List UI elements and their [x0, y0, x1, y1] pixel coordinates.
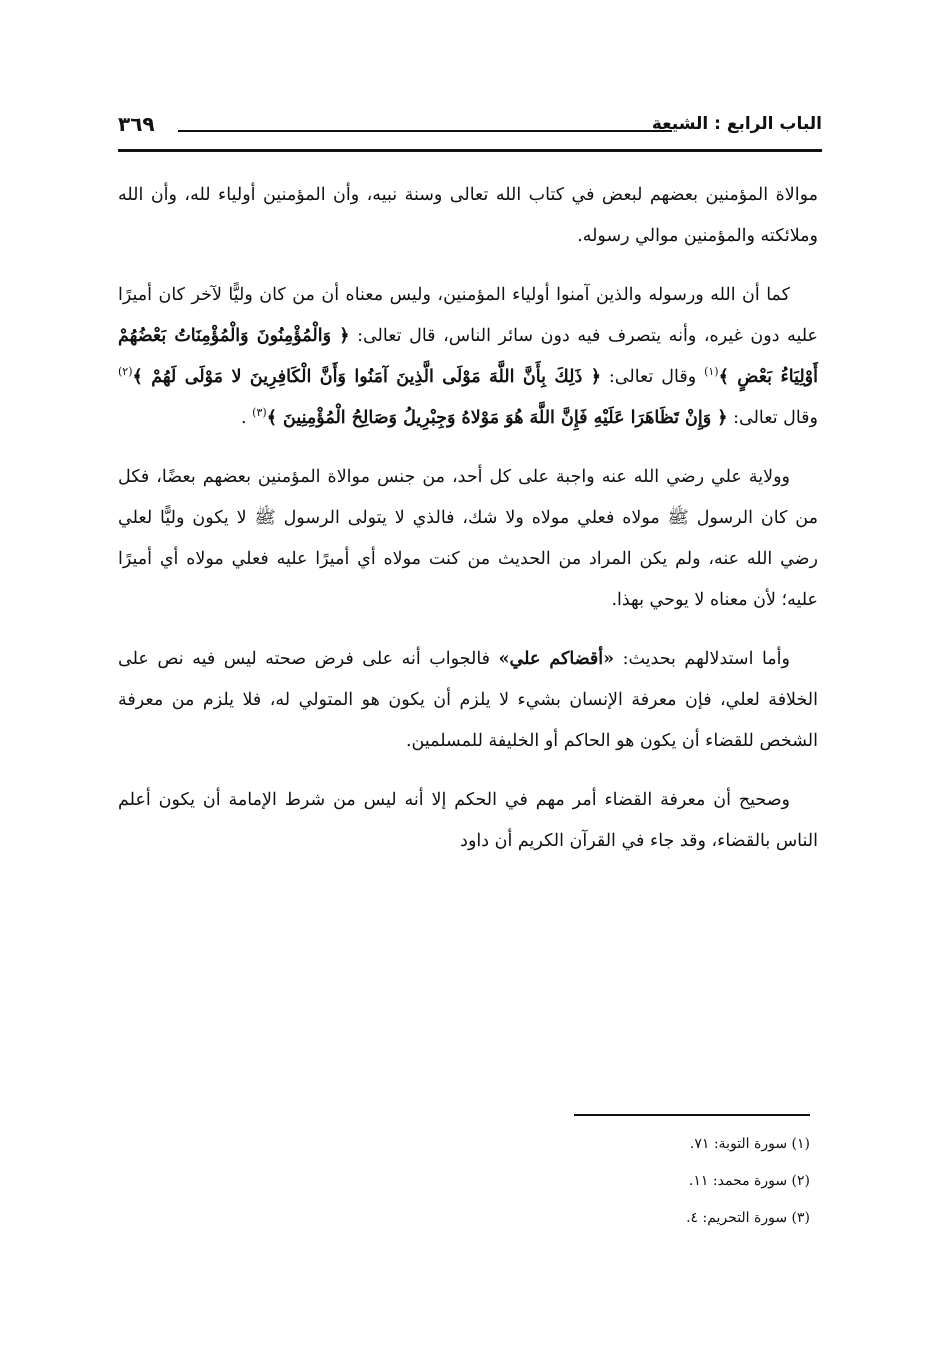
footnote-ref-3: (٣) [252, 406, 267, 420]
paragraph-4-after: فالجواب أنه على فرض صحته ليس فيه نص على الخلافة لعلي، فإن معرفة الإنسان بشيء لا يلزم أن يكون هو المتولي له، فلا يلزم من معرفة الشخص للقضاء أن يكون هو الحاكم أو الخليفة للمسلمين. [118, 649, 818, 751]
paragraph-2-mid-1: وقال تعالى: [600, 367, 705, 387]
page-number: ٣٦٩ [118, 112, 155, 136]
paragraph-5: وصحيح أن معرفة القضاء أمر مهم في الحكم إلا أنه ليس من شرط الإمامة أن يكون أعلم الناس بالقضاء، وقد جاء في القرآن الكريم أن داود [118, 790, 818, 851]
paragraph-2 [118, 275, 818, 439]
paragraph-1: موالاة المؤمنين بعضهم لبعض في كتاب الله تعالى وسنة نبيه، وأن المؤمنين أولياء لله، وأن الله وملائكته والمؤمنين موالي رسوله. [118, 185, 818, 246]
paragraph-2-end: . [241, 408, 253, 428]
footnotes [500, 1126, 810, 1237]
header-divider [118, 149, 822, 152]
quran-verse-2: ﴿ ذَلِكَ بِأَنَّ اللَّهَ مَوْلَى الَّذِينَ آمَنُوا وَأَنَّ الْكَافِرِينَ لا مَوْلَى لَهُمْ ﴾ [132, 367, 601, 387]
quran-verse-3: ﴿ وَإِنْ تَظَاهَرَا عَلَيْهِ فَإِنَّ اللَّهَ هُوَ مَوْلاهُ وَجِبْرِيلُ وَصَالِحُ الْمُؤْمِنِينَ ﴾ [266, 408, 728, 428]
hadith-quote: «أقضاكم علي» [498, 649, 615, 669]
page-body [118, 175, 818, 880]
chapter-title: الباب الرابع : الشيعة [651, 114, 822, 134]
footnote-ref-2: (٢) [118, 365, 133, 379]
paragraph-2-mid-2: وقال تعالى: [727, 408, 818, 428]
paragraph-2-intro: كما أن الله ورسوله والذين آمنوا أولياء المؤمنين، وليس معناه أن من كان وليًّا لآخر كان أميرًا عليه دون غيره، وأنه يتصرف فيه دون سائر الناس، قال تعالى: [118, 285, 818, 346]
paragraph-4 [118, 639, 818, 762]
footnote-2: (٢) سورة محمد: ١١. [688, 1173, 810, 1189]
paragraph-4-before: وأما استدلالهم بحديث: [614, 649, 790, 669]
header-rule [178, 130, 672, 132]
page-header [118, 108, 822, 148]
footnote-1: (١) سورة التوبة: ٧١. [689, 1136, 810, 1152]
paragraph-3: وولاية علي رضي الله عنه واجبة على كل أحد، من جنس موالاة المؤمنين بعضهم بعضًا، فكل من كان الرسول ﷺ مولاه فعلي مولاه ولا شك، فالذي لا يتولى الرسول ﷺ لا يكون وليًّا لعلي رضي الله عنه، ولم يكن المراد من الحديث من كنت مولاه أي أميرًا عليه فعلي مولاه أي أميرًا عليه؛ لأن معناه لا يوحي بهذا. [118, 467, 818, 610]
quran-verse-1: ﴿ وَالْمُؤْمِنُونَ وَالْمُؤْمِنَاتُ بَعْضُهُمْ أَوْلِيَاءُ بَعْضٍ ﴾ [118, 326, 818, 387]
footnote-ref-1: (١) [704, 365, 719, 379]
footnote-3: (٣) سورة التحريم: ٤. [686, 1210, 810, 1226]
footnote-divider [574, 1114, 810, 1116]
